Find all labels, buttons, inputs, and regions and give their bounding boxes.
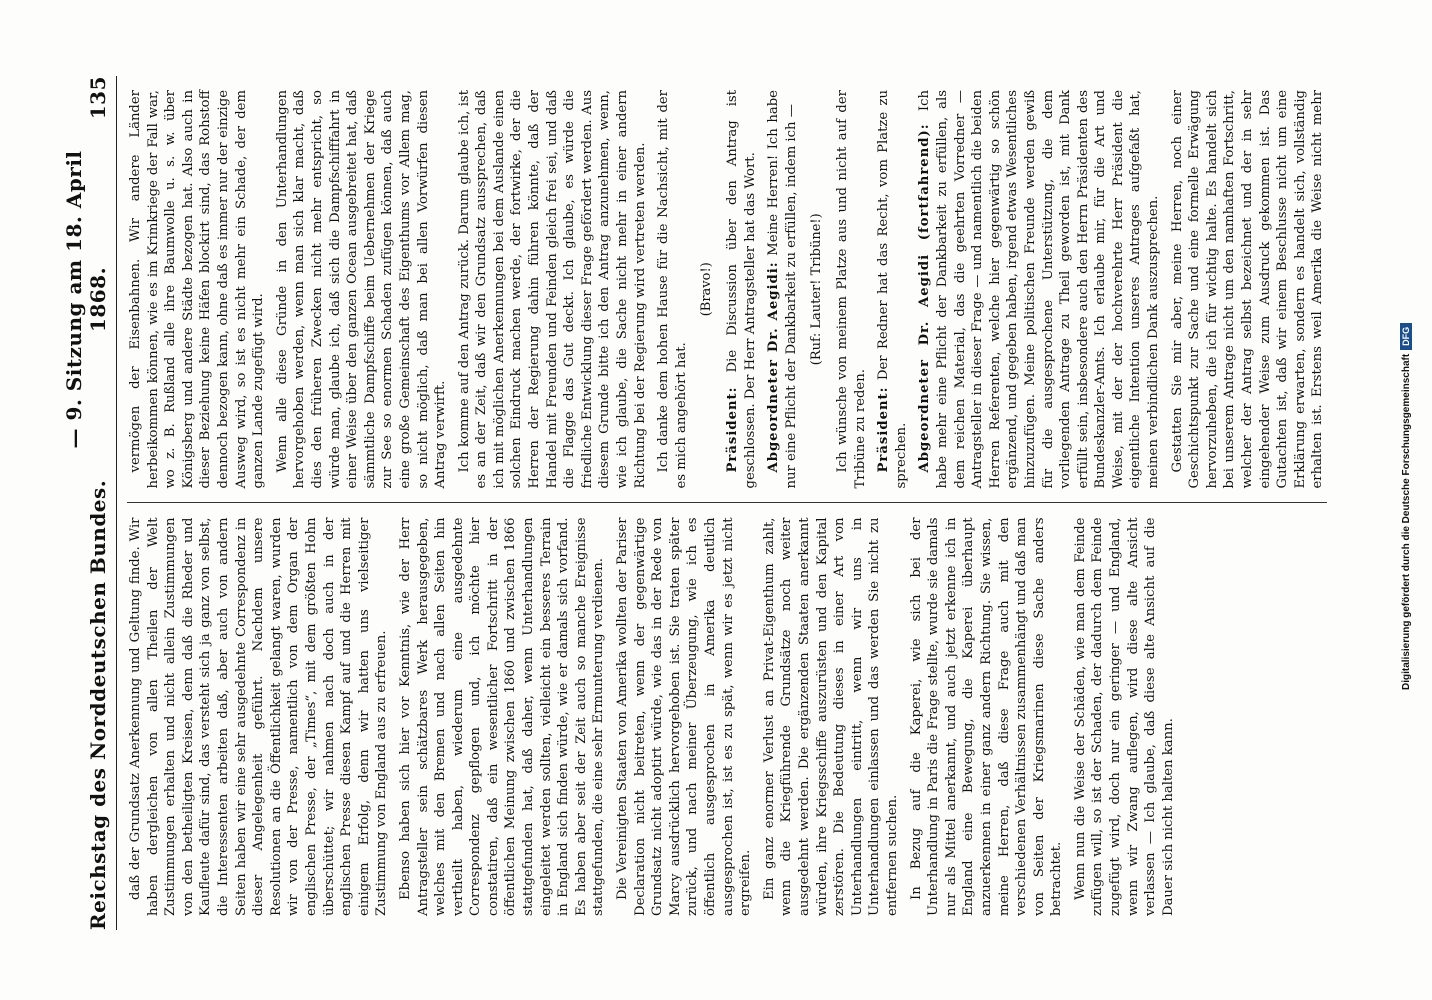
left-paragraph: Ein ganz enormer Verlust an Privat-Eigenthum zahlt, wenn die Kriegführende Grundsätze noch weiter ausgedehnt werden. Die ergänzenden Staaten anerkannt würden, ihre Kriegsschiffe auszurüsten und den Kapital zerstören. Die Bedeutung dieses in einer Art von Unterhandlungen eintritt, wenn wir uns in Unterhandlungen einlassen und das werden Sie nicht zu entfernen suchen.	[761, 517, 900, 916]
right-paragraph: Gestatten Sie mir aber, meine Herren, noch einer Geschichtspunkt zur Sache und eine formelle Erwägung hervorzuheben, die ich für wichtig halte. Es handelt sich bei unserem Antrage nicht um den namhaften Fortschritt, welcher der Antrag selbst bezeichnet und der in sehr eingehender Weise zum Ausdruck gekommen ist. Das Gutachten ist, daß wir einem Beschlusse nicht um eine Erklärung erwarten, sondern es handelt sich, vollständig erhalten ist. Erstens weil Amerika die Weise nicht mehr	[1169, 90, 1326, 489]
right-paragraph: Ich komme auf den Antrag zurück. Darum glaube ich, ist es an der Zeit, daß wir den Grundsatz aussprechen, daß ich mit möglichen Anerkennungen bei dem Auslande einen solchen Eindruck machen werde, der fortwirke, der die Herren der Regierung dahin führen könnte, daß der Handel mit Freunden und Feinden gleich frei sei, und daß die Flagge das Gut deckt. Ich glaube, es würde die friedliche Entwicklung dieser Frage gefördert werden. Aus diesem Grunde bitte ich den Antrag anzunehmen, wenn, wie ich glaube, die Sache nicht mehr in einer andern Richtung bei der Regierung wird vertreten werden.	[456, 90, 648, 489]
right-paragraph: vermögen der Eisenbahnen. Wir andere Länder herbeikommen können, wie es im Krimkriege der Fall war, wo z. B. Rußland alle ihre Baumwolle u. s. w. über Königsberg und andere Städte bezogen hat. Also auch in dieser Beziehung keine Häfen blockirt sind, das Rohstoff dennoch bezogen kann, ohne daß es immer nur der einzige Ausweg wird, so ist es nicht mehr ein Schade, der dem ganzen Lande zugefügt wird.	[128, 90, 267, 489]
right-paragraph: Ich wünsche von meinem Platze aus und nicht auf der Tribüne zu reden.	[834, 90, 868, 489]
speech-text: Die Discussion über den Antrag ist geschlossen. Der Herr Antragsteller hat das Wort.	[725, 90, 758, 489]
header-right-title: — 9. Sitzung am 18. April 1868.	[62, 150, 110, 449]
speech-aegidi-2	[916, 90, 1162, 489]
column-divider	[127, 503, 1327, 504]
page-header	[62, 76, 114, 930]
speaker-name: Abgeordneter Dr. Aegidi:	[766, 261, 782, 473]
left-paragraph: daß der Grundsatz Anerkennung und Geltung finde. Wir haben dergleichen von allen Theilen der Welt Zustimmungen erhalten und nicht allein Zustimmungen von den betheiligten Kreisen, denn daß die Rheder und Kaufleute dafür sind, das versteht sich ja ganz von selbst, die Interessenten arbeiten daß, aber auch von andern Seiten haben wir eine sehr ausgedehnte Correspondenz in dieser Angelegenheit geführt. Nachdem unsere Resolutionen an die Öffentlichkeit gelangt waren, wurden wir von der Presse, namentlich von dem Organ der englischen Presse, der „Times“, mit dem größten Hohn überschüttet; wir nahmen nach doch auch in der englischen Presse diesen Kampf auf und die Herren mit einigem Erfolg, denn wir hatten uns vielseitiger Zustimmung von England aus zu erfreuen.	[128, 517, 390, 916]
interjection-note: (Ruf: Lauter! Tribüne!)	[809, 213, 825, 366]
left-paragraph: In Bezug auf die Kaperei, wie sich bei der Unterhandlung in Paris die Frage stellte, wurde sie damals nur als Mittel anerkannt, und auch jetzt erkenne ich in England eine Bewegung, die Kaperei überhaupt anzuerkennen in einer ganz andern Richtung. Sie wissen, meine Herren, daß diese Frage auch mit den verschiedenen Verhältnissen zusammenhängt und daß man von Seiten der Kriegsmarinen diese Sache anders betrachtet.	[908, 517, 1065, 916]
credit-text: Digitalisierung gefördert durch die Deutsche Forschungsgemeinschaft	[1401, 353, 1412, 690]
speech-president-1	[724, 90, 759, 489]
speech-president-2	[875, 90, 910, 489]
right-paragraph: Wenn alle diese Gründe in den Unterhandlungen hervorgehoben werden, wenn man sich klar macht, daß dies den früheren Zwecken nicht mehr entspricht, so würde man, glaube ich, daß sich die Dampfschifffahrt in einer Weise über den ganzen Ocean ausgebreitet hat, daß sämmtliche Dampfschiffe beim Uebernehmen der Kriege zur See so enormen Schaden zufügen können, daß auch eine große Gemeinschaft des Eigenthums vor Allem mag, so nicht möglich, daß man bei allen Vorwürfen diesen Antrag verwirft.	[274, 90, 449, 489]
right-paragraph: Ich danke dem hohen Hause für die Nachsicht, mit der es mich angehört hat.	[656, 90, 689, 489]
speech-aegidi-1	[765, 90, 800, 489]
left-column	[127, 504, 1327, 931]
speaker-name: Abgeordneter Dr. Aegidi (fortfahrend):	[917, 123, 933, 473]
speech-text: Ich habe mehr eine Pflicht der Dankbarkeit zu erfüllen, als dem reichen Material, das die geehrten Vorredner — Antragsteller in dieser Frage — und namentlich die beiden Herren Referenten, welche hier gegenwärtig so schön ergänzend, und gegeben haben, irgend etwas Wesentliches hinzuzufügen. Meine politischen Freunde werden gewiß für die ausgesprochene Unterstützung, die dem vorliegenden Antrage zu Theil geworden ist, mit Dank erfüllt sein, insbesondere auch den Herrn Präsidenten des Bundeskanzler-Amts. Ich erlaube mir, für die Art und Weise, mit der der hochverehrte Herr Präsident die eigentliche Intention unseres Antrages aufgefaßt hat, meinen verbindlichen Dank auszusprechen.	[917, 90, 1162, 489]
text-columns	[127, 76, 1327, 930]
speaker-name: Präsident:	[876, 386, 892, 473]
left-paragraph: Ebenso haben sich hier vor Kenntnis, wie der Herr Antragsteller sein schätzbares Werk herausgegeben, welches mit den Bremen und nach allen Seiten hin vertheilt haben, wiederum eine ausgedehnte Correspondenz gepflogen und, ich möchte hier constatiren, daß ein wesentlicher Fortschritt in der öffentlichen Meinung zwischen 1860 und zwischen 1866 stattgefunden hat, daß daher, wenn Unterhandlungen eingeleitet werden sollten, vielleicht ein besseres Terrain in England sich finden würde, wie er damals sich vorfand. Es haben aber seit der Zeit auch so manche Ereignisse stattgefunden, die eine sehr Ermunterung verdienen.	[397, 517, 607, 916]
applause-note: (Bravo!)	[699, 262, 715, 317]
page-number: 135	[86, 76, 110, 120]
dfg-logo: DFG	[1400, 323, 1412, 350]
speech-text: Der Redner hat das Recht, vom Platze zu sprechen.	[876, 90, 909, 489]
right-column	[127, 76, 1327, 503]
left-paragraph: Die Vereinigten Staaten von Amerika wollten der Pariser Declaration nicht beitreten, wenn der gegenwärtige Grundsatz nicht adoptirt würde, wie das in der Rede von Marcy ausdrücklich hervorgehoben ist. Sie traten später zurück, und nach meiner Überzeugung, wie ich es öffentlich ausgesprochen in Amerika deutlich ausgesprochen ist, ist es zu spät, wenn wir es jetzt nicht ergreifen.	[615, 517, 754, 916]
left-paragraph: Wenn nun die Weise der Schäden, wie man dem Feinde zufügen will, so ist der Schaden, der dadurch dem Feinde zugefügt wird, doch nur ein geringer — und England, wenn wir Zwang auflegen, wird diese alte Ansicht verlassen — Ich glaube, daß diese alte Ansicht auf die Dauer sich nicht halten kann.	[1072, 517, 1176, 916]
header-left-title: Reichstag des Norddeutschen Bundes.	[86, 479, 110, 930]
digitization-credit	[1400, 323, 1412, 690]
speech-text: Meine Herren! Ich habe nur eine Pflicht der Dankbarkeit zu erfüllen, indem ich —	[766, 90, 799, 489]
speaker-name: Präsident:	[725, 386, 740, 473]
header-rule	[116, 76, 117, 930]
